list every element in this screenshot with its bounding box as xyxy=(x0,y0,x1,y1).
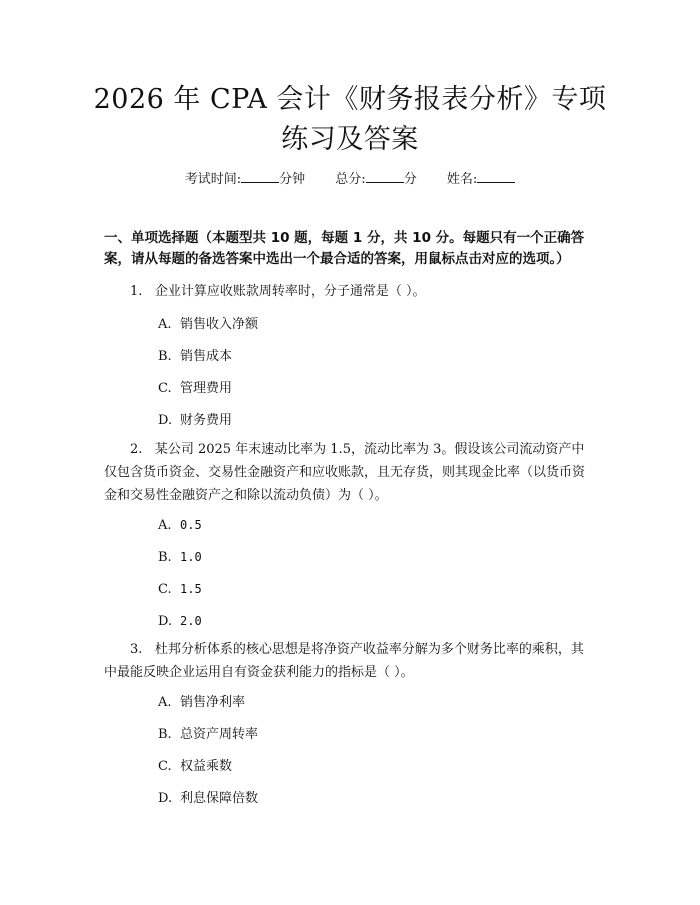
option-letter: B. xyxy=(158,550,172,565)
page-title: 2026 年 CPA 会计《财务报表分析》专项练习及答案 xyxy=(93,84,607,155)
option-letter: A. xyxy=(158,317,172,332)
question-number: 2. xyxy=(130,442,143,457)
option-letter: A. xyxy=(158,518,172,533)
option-letter: D. xyxy=(158,413,173,428)
question-1 xyxy=(104,280,596,303)
question-number: 3. xyxy=(130,642,143,657)
option-letter: D. xyxy=(158,791,173,806)
question-3-option-c[interactable] xyxy=(158,758,232,776)
option-text: 销售净利率 xyxy=(180,695,246,710)
option-letter: C. xyxy=(158,381,172,396)
question-3-option-a[interactable] xyxy=(158,694,245,712)
exam-time-field xyxy=(185,172,305,187)
question-3-option-d[interactable] xyxy=(158,790,258,808)
name-field xyxy=(447,172,515,187)
question-text: 企业计算应收账款周转率时，分子通常是（ ）。 xyxy=(154,284,426,299)
question-2 xyxy=(104,438,596,507)
option-text: 销售成本 xyxy=(180,349,233,364)
option-text: 利息保障倍数 xyxy=(180,791,259,806)
question-1-option-a[interactable] xyxy=(158,316,258,334)
option-text: 0.5 xyxy=(180,518,202,532)
exam-time-label: 考试时间: xyxy=(184,172,242,187)
question-3 xyxy=(104,638,596,684)
question-2-option-c[interactable] xyxy=(158,580,202,599)
question-number: 1. xyxy=(130,284,143,299)
total-score-field xyxy=(335,172,416,187)
option-letter: C. xyxy=(158,759,172,774)
name-label: 姓名: xyxy=(446,172,478,187)
option-letter: C. xyxy=(158,582,172,597)
total-score-blank xyxy=(366,170,404,183)
question-3-option-b[interactable] xyxy=(158,726,258,744)
option-letter: D. xyxy=(158,614,173,629)
question-2-option-a[interactable] xyxy=(158,516,202,535)
section-heading: 一、单项选择题（本题型共 10 题，每题 1 分，共 10 分。每题只有一个正确答案，请从每题的备选答案中选出一个最合适的答案，用鼠标点击对应的选项。） xyxy=(104,230,585,267)
option-letter: A. xyxy=(158,695,172,710)
option-text: 总资产周转率 xyxy=(180,727,259,742)
question-2-option-b[interactable] xyxy=(158,548,202,567)
option-text: 1.5 xyxy=(180,582,202,596)
question-1-option-b[interactable] xyxy=(158,348,232,366)
exam-time-unit: 分钟 xyxy=(279,172,306,187)
option-text: 销售收入净额 xyxy=(180,317,259,332)
exam-time-blank xyxy=(241,170,279,183)
question-text: 杜邦分析体系的核心思想是将净资产收益率分解为多个财务比率的乘积，其中最能反映企业运用自有资金获利能力的指标是（ ）。 xyxy=(104,642,584,680)
question-1-option-d[interactable] xyxy=(158,412,232,430)
name-blank xyxy=(477,170,515,183)
option-text: 管理费用 xyxy=(180,381,233,396)
option-text: 2.0 xyxy=(180,614,202,628)
option-text: 权益乘数 xyxy=(180,759,233,774)
question-text: 某公司 2025 年末速动比率为 1.5，流动比率为 3。假设该公司流动资产中仅包含货币资金、交易性金融资产和应收账款，且无存货，则其现金比率（以货币资金和交易性金融资产之和除以流动负债）为（ ）。 xyxy=(104,442,586,503)
question-2-option-d[interactable] xyxy=(158,612,202,631)
total-score-unit: 分 xyxy=(403,172,417,187)
option-letter: B. xyxy=(158,349,172,364)
option-text: 1.0 xyxy=(180,550,202,564)
option-text: 财务费用 xyxy=(180,413,233,428)
exam-info-line xyxy=(0,170,700,189)
total-score-label: 总分: xyxy=(335,172,366,187)
question-1-option-c[interactable] xyxy=(158,380,232,398)
option-letter: B. xyxy=(158,727,172,742)
